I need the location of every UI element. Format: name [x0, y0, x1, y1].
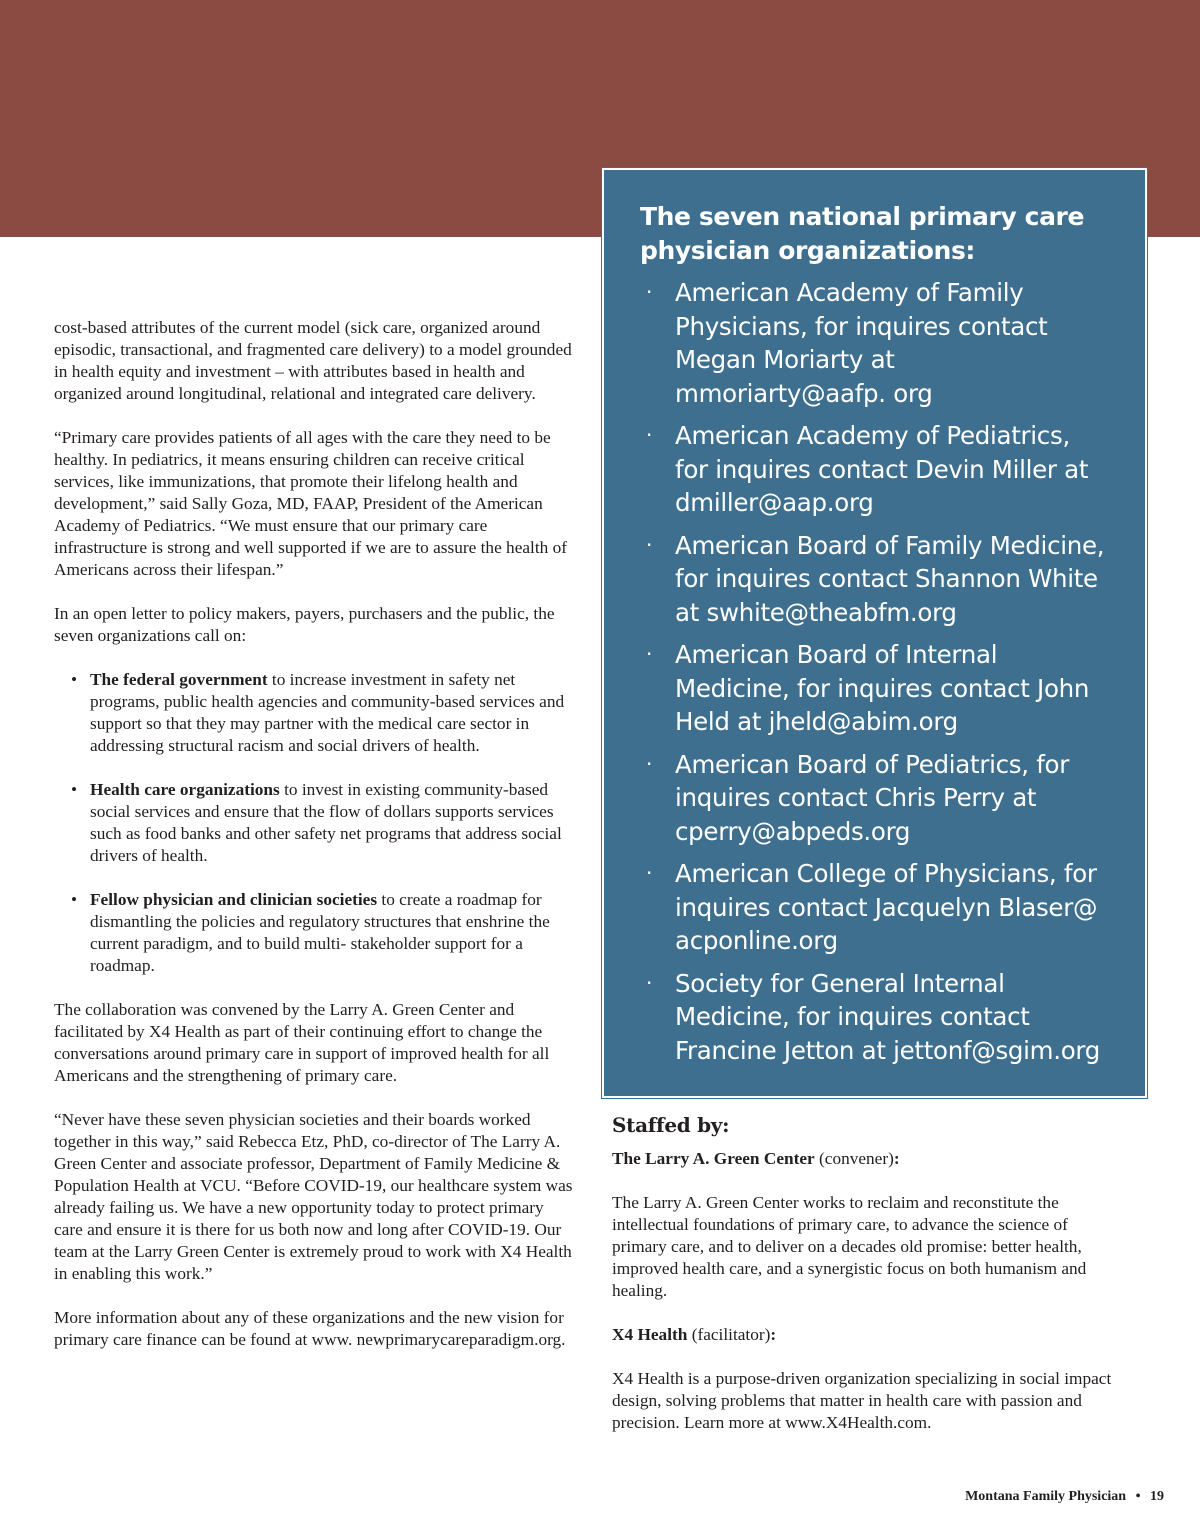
footer-separator: • — [1135, 1489, 1141, 1504]
org-description: X4 Health is a purpose-driven organization specializing in social impact design, solving problems that matter in health care with passion and precision. Learn more at www.X4Health.com. — [612, 1369, 1112, 1432]
org-name: X4 Health — [612, 1325, 688, 1344]
bullet-icon: · — [646, 970, 653, 995]
call-to-action-list — [54, 669, 574, 977]
organization-text: American Board of Pediatrics, for inquires contact Chris Perry at cperry@abpeds.org — [675, 749, 1070, 846]
main-article-column — [54, 317, 574, 1373]
article-paragraph: “Never have these seven physician societies and their boards worked together in this way,” said Rebecca Etz, PhD, co-director of The Larry A. Green Center and associate professor, Department of Family Medicine & Population Health at VCU. “Before COVID-19, our healthcare system was already failing us. We have a new opportunity today to protect primary care and ensure it is there for us both now and long after COVID-19. Our team at the Larry Green Center is extremely proud to work with X4 Health in enabling this work.” — [54, 1110, 573, 1283]
organization-text: American College of Physicians, for inquires contact Jacquelyn Blaser@ acponline.org — [675, 859, 1098, 955]
bullet-icon: · — [646, 751, 653, 776]
organization-item — [640, 748, 1109, 849]
bullet-icon: · — [646, 861, 653, 885]
organizations-sidebar — [602, 168, 1147, 1098]
organization-item — [640, 276, 1109, 410]
sidebar-title: The seven national primary care physician organizations: — [640, 202, 1085, 265]
organization-item — [640, 638, 1109, 739]
page-number: 19 — [1150, 1489, 1164, 1504]
article-paragraph: “Primary care provides patients of all ages with the care they need to be healthy. In pediatrics, it means ensuring children can receive critical services, like immunizations, that promote their lifelong health and development,” said Sally Goza, MD, FAAP, President of the American Academy of Pediatrics. “We must ensure that our primary care infrastructure is strong and well supported if we are to assure the health of Americans across their lifespan.” — [54, 428, 567, 579]
organization-item — [640, 967, 1109, 1068]
organization-list — [640, 276, 1109, 1067]
org-role: (facilitator) — [687, 1325, 771, 1344]
call-to-action-item — [54, 779, 574, 867]
organization-text: American Board of Family Medicine, for inquires contact Shannon White at swhite@theabfm.org — [675, 530, 1105, 627]
bullet-icon: · — [646, 280, 653, 304]
bullet-lead: Health care organizations — [90, 780, 280, 799]
organization-item — [640, 857, 1109, 958]
article-paragraph: cost-based attributes of the current model (sick care, organized around episodic, transactional, and fragmented care delivery) to a model grounded in health equity and investment – with attributes based in health and organized around longitudinal, relational and integrated care delivery. — [54, 318, 572, 403]
article-paragraph: In an open letter to policy makers, payers, purchasers and the public, the seven organizations call on: — [54, 604, 555, 645]
organization-item — [640, 419, 1109, 520]
org-description: The Larry A. Green Center works to reclaim and reconstitute the intellectual foundations of primary care, to advance the science of primary care, and to deliver on a decades old promise: better health, improved health care, and a synergistic focus on both humanism and healing. — [612, 1193, 1087, 1300]
bullet-icon: • — [71, 890, 78, 909]
bullet-icon: • — [71, 670, 78, 689]
org-title-line — [612, 1324, 1112, 1346]
article-paragraph: The collaboration was convened by the Larry A. Green Center and facilitated by X4 Health as part of their continuing effort to change the conversations around primary care in support of improved health for all Americans and the strengthening of primary care. — [54, 1000, 550, 1085]
bullet-icon: · — [646, 642, 653, 666]
bullet-icon: · — [646, 532, 653, 557]
org-title-line — [612, 1148, 1112, 1170]
page-footer — [965, 1489, 1164, 1505]
bullet-icon: · — [646, 423, 653, 447]
bullet-text: to invest in existing community-based social services and ensure that the flow of dollars supports services such as food banks and other safety net programs that address social drivers of health. — [90, 780, 562, 865]
organization-text: American Academy of Family Physicians, for inquires contact Megan Moriarty at mmoriarty@aafp. org — [675, 278, 1048, 408]
bullet-lead: Fellow physician and clinician societies — [90, 890, 378, 909]
org-name: The Larry A. Green Center — [612, 1149, 815, 1168]
org-colon: : — [893, 1149, 900, 1168]
organization-text: Society for General Internal Medicine, for inquires contact Francine Jetton at jettonf@sgim.org — [675, 968, 1101, 1065]
publication-name: Montana Family Physician — [965, 1489, 1127, 1504]
call-to-action-item — [54, 889, 574, 977]
article-paragraph: More information about any of these organizations and the new vision for primary care finance can be found at www. newprimarycareparadigm.org. — [54, 1308, 566, 1349]
organization-text: American Academy of Pediatrics, for inquires contact Devin Miller at dmiller@aap.org — [675, 421, 1089, 517]
organization-item — [640, 529, 1109, 630]
staffed-heading: Staffed by: — [612, 1113, 730, 1137]
bullet-icon: • — [71, 780, 78, 799]
bullet-text: to increase investment in safety net programs, public health agencies and community-based services and support so that they may partner with the medical care sector in addressing structural racism and social drivers of health. — [90, 670, 565, 755]
org-colon: : — [770, 1325, 777, 1344]
bullet-text: to create a roadmap for dismantling the policies and regulatory structures that enshrine the current paradigm, and to build multi- stakeholder support for a roadmap. — [90, 890, 550, 975]
staffed-by-section — [612, 1112, 1112, 1456]
bullet-lead: The federal government — [90, 670, 268, 689]
call-to-action-item — [54, 669, 574, 757]
organization-text: American Board of Internal Medicine, for inquires contact John Held at jheld@abim.org — [675, 640, 1090, 736]
org-role: (convener) — [814, 1149, 894, 1168]
